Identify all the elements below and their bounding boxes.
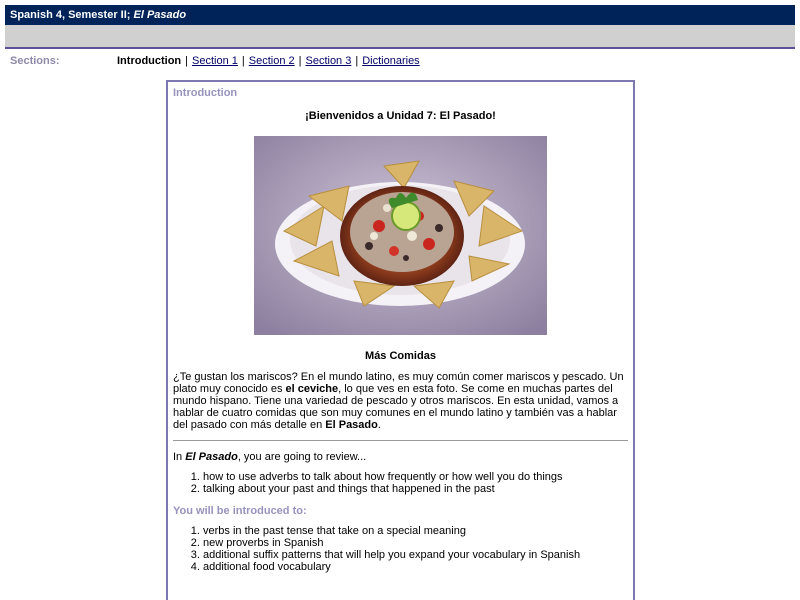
para-bold-el-pasado: El Pasado [325,419,378,431]
nav-current-introduction: Introduction [117,55,182,67]
welcome-heading: ¡Bienvenidos a Unidad 7: El Pasado! [305,110,496,122]
nav-separator: | [185,55,189,67]
introduced-list [173,525,628,573]
photo-caption: Más Comidas [365,350,436,362]
para-text-1: ¿Te gustan los mariscos? En el mundo latino, es muy común comer mariscos y pescado. Un plato muy conocido es [173,371,624,395]
review-unit-name: El Pasado [185,451,238,463]
list-item: 4. additional food vocabulary [203,561,628,573]
divider [173,440,628,441]
list-item: 2. new proverbs in Spanish [203,537,628,549]
nav-link-section-2[interactable]: Section 2 [248,55,295,67]
section-heading: Introduction [173,87,238,99]
course-title: Spanish 4, Semester II; [10,9,134,21]
list-item: 1. verbs in the past tense that take on a special meaning [203,525,628,537]
intro-paragraph [173,371,628,431]
nav-link-dictionaries[interactable]: Dictionaries [362,55,420,67]
para-bold-ceviche: el ceviche [285,383,339,395]
introduced-heading: You will be introduced to: [173,505,307,517]
nav-separator: | [241,55,245,67]
para-text-3: . [377,419,381,431]
list-item: 1. how to use adverbs to talk about how frequently or how well you do things [203,471,628,483]
list-item: 3. additional suffix patterns that will help you expand your vocabulary in Spanish [203,549,628,561]
nav-separator: | [298,55,302,67]
nav-link-section-3[interactable]: Section 3 [305,55,352,67]
review-intro [173,451,628,463]
review-post: , you are going to review... [237,451,367,463]
para-text-2: , lo que ves en esta foto. Se come en muchas partes del mundo hispano. Tiene una variedad de pescado y otros mariscos. En esta unidad, vamos a hablar de cuatro comidas que son muy comunes en el mundo latino y también vas a hablar del pasado con más detalle en [173,383,619,431]
sections-label: Sections: [10,55,60,67]
review-pre: In [173,451,186,463]
content-panel [166,80,635,600]
review-list [173,471,628,495]
ceviche-photo [254,136,547,335]
section-nav [117,55,420,67]
unit-title: El Pasado [133,9,187,21]
nav-separator: | [355,55,359,67]
nav-link-section-1[interactable]: Section 1 [192,55,238,67]
header-divider-bar [5,25,795,49]
page-header [5,5,795,25]
list-item: 2. talking about your past and things that happened in the past [203,483,628,495]
